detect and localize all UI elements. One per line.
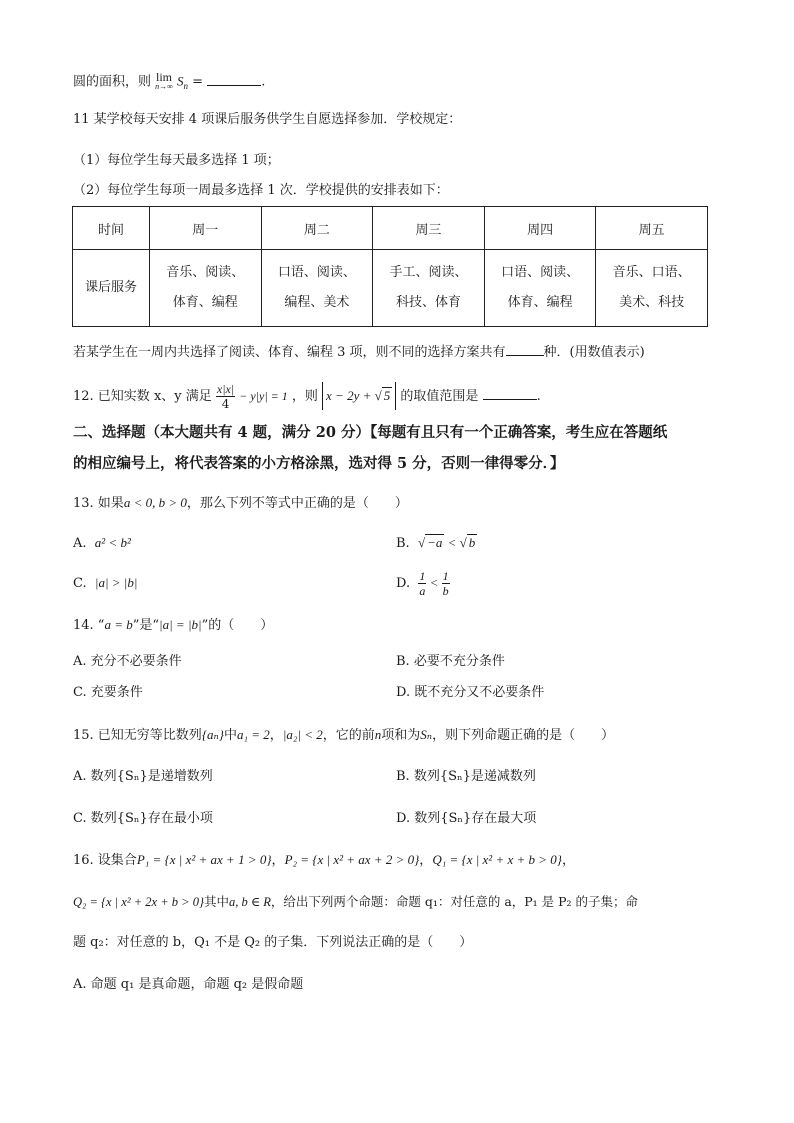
- q16-line-3: 题 q₂：对任意的 b，Q₁ 不是 Q₂ 的子集．下列说法正确的是（ ）: [73, 935, 473, 950]
- q13-option-c: C. |a| > |b|: [73, 575, 138, 591]
- q16-option-a: A. 命题 q₁ 是真命题，命题 q₂ 是假命题: [73, 977, 304, 992]
- section-heading: 二、选择题（本大题共有 4 题，满分 20 分）【每题有且只有一个正确答案，考生应在答题纸: [73, 424, 668, 441]
- table-cell: 口语、阅读、 编程、美术: [261, 250, 373, 327]
- q13-option-d: D. $\frac{1}{a}$ < $\frac{1}{b}$: [396, 569, 449, 598]
- schedule-table: [72, 206, 708, 327]
- table-header-row: [73, 207, 708, 250]
- q15-option-c: C. 数列{Sₙ}存在最小项: [73, 811, 213, 826]
- q14-option-c: C. 充要条件: [73, 685, 143, 700]
- q11-stem: 11 某学校每天安排 4 项课后服务供学生自愿选择参加．学校规定：: [73, 112, 462, 127]
- q13-option-b: B. √ −a < √ b: [396, 535, 476, 551]
- table-header-cell: 周五: [596, 207, 708, 250]
- table-row: [73, 250, 708, 327]
- q14-option-d: D. 既不充分又不必要条件: [396, 685, 545, 700]
- table-header-cell: 时间: [73, 207, 150, 250]
- q11-rule-2: （2）每位学生每项一周最多选择 1 次．学校提供的安排表如下：: [73, 183, 449, 198]
- table-header-cell: 周四: [484, 207, 596, 250]
- q16-line-1: 16. 设集合P₁ = {x | x² + ax + 1 > 0}，P₂ = {x | x² + ax + 2 > 0}，Q₁ = {x | x² + x + b > 0}，: [73, 852, 576, 868]
- fraction: $\frac{x|x|}{4}$: [216, 382, 235, 411]
- q14-option-b: B. 必要不充分条件: [396, 654, 505, 669]
- answer-blank: [483, 387, 537, 400]
- q15-option-b: B. 数列{Sₙ}是递减数列: [396, 769, 536, 784]
- absolute-value-expression: x − 2y + √ 5: [322, 382, 396, 410]
- q15-option-d: D. 数列{Sₙ}存在最大项: [396, 811, 537, 826]
- q16-line-2: Q₂ = {x | x² + 2x + b > 0}其中a, b ∈ R，给出下列两个命题：命题 q₁：对任意的 a，P₁ 是 P₂ 的子集；命: [73, 894, 639, 909]
- q12-stem: 12. 已知实数 x、y 满足 $\frac{x|x|}{4}$ − y|y| = 1 ，则 x − 2y + √ 5 的取值范围是 .: [73, 382, 541, 411]
- table-header-cell: 周二: [261, 207, 373, 250]
- q11-question: 若某学生在一周内共选择了阅读、体育、编程 3 项，则不同的选择方案共有 种．(用数值表示): [73, 345, 645, 360]
- table-cell: 音乐、阅读、 体育、编程: [150, 250, 262, 327]
- section-heading-cont: 的相应编号上，将代表答案的小方格涂黑，选对得 5 分，否则一律得零分．】: [73, 455, 565, 472]
- limit-notation: lim n→∞: [155, 70, 173, 91]
- table-header-cell: 周三: [373, 207, 485, 250]
- table-cell: 口语、阅读、 体育、编程: [484, 250, 596, 327]
- q13-option-a: A. a² < b²: [73, 535, 131, 551]
- table-header-cell: 周一: [150, 207, 262, 250]
- q14-stem: 14. “a = b”是“|a| = |b|”的（ ）: [73, 617, 274, 633]
- q14-option-a: A. 充分不必要条件: [73, 654, 182, 669]
- answer-blank: [207, 73, 261, 86]
- q10-tail: 圆的面积，则 lim n→∞ $S_n$ = .: [73, 70, 266, 92]
- q15-stem: 15. 已知无穷等比数列{aₙ}中a₁ = 2，|a₂| < 2，它的前n项和为Sₙ，则下列命题正确的是（ ）: [73, 727, 615, 743]
- answer-blank: [506, 343, 544, 356]
- table-row-label: 课后服务: [73, 250, 150, 327]
- q11-rule-1: （1）每位学生每天最多选择 1 项；: [73, 153, 280, 168]
- q13-stem: 13. 如果a < 0, b > 0，那么下列不等式中正确的是（ ）: [73, 495, 408, 511]
- table-cell: 音乐、口语、 美术、科技: [596, 250, 708, 327]
- table-cell: 手工、阅读、 科技、体育: [373, 250, 485, 327]
- q15-option-a: A. 数列{Sₙ}是递增数列: [73, 769, 213, 784]
